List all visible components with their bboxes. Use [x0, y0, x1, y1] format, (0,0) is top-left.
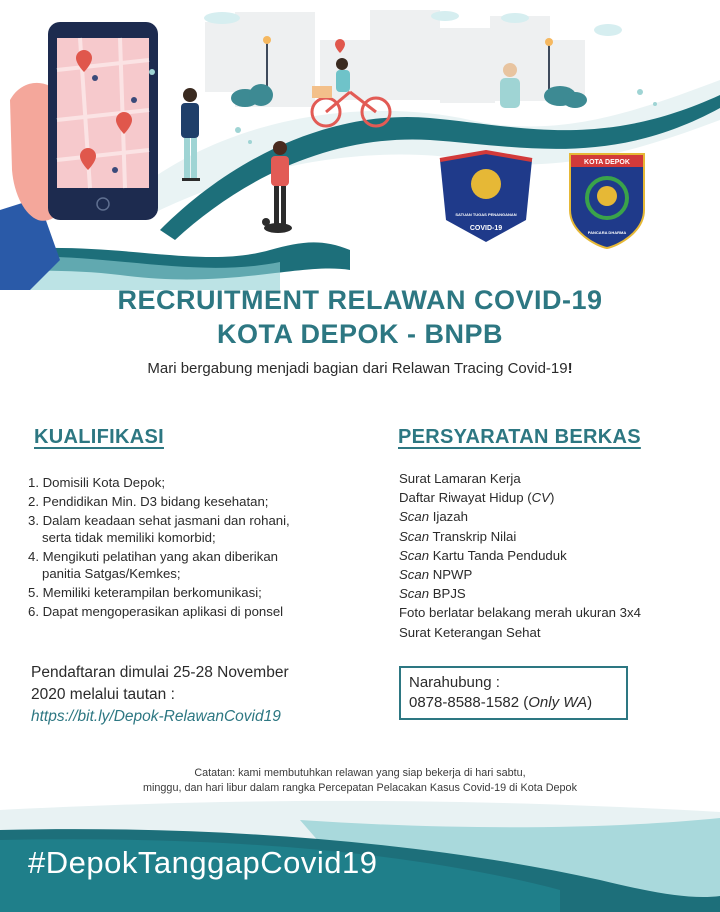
contact-phone: 0878-8588-1582 (	[409, 694, 529, 711]
doc-text: Ijazah	[432, 509, 468, 525]
scan-word: Scan	[399, 567, 430, 583]
contact-close: )	[587, 694, 593, 711]
doc-text: Transkrip Nilai	[432, 528, 517, 544]
list-item: 6. Dapat mengoperasikan aplikasi di ponsel	[28, 604, 284, 619]
scan-word: Scan	[399, 509, 430, 525]
contact-note: Only WA	[528, 694, 588, 711]
footnote	[0, 766, 720, 796]
cv-close: )	[549, 490, 555, 506]
list-item	[399, 584, 709, 603]
registration-link[interactable]: https://bit.ly/Depok-RelawanCovid19	[31, 708, 281, 725]
list-item: 4. Mengikuti pelatihan yang akan diberikan	[28, 549, 278, 564]
contact-box	[399, 666, 628, 720]
scan-word: Scan	[399, 586, 430, 602]
list-item: Foto berlatar belakang merah ukuran 3x4	[399, 605, 641, 621]
kualifikasi-list	[28, 474, 378, 622]
list-item: 1. Domisili Kota Depok;	[28, 475, 166, 490]
doc-text: BPJS	[432, 586, 466, 602]
bnpb-logo	[440, 152, 532, 242]
persyaratan-heading: PERSYARATAN BERKAS	[398, 426, 641, 448]
scan-word: Scan	[399, 528, 430, 544]
contact-phone-line	[409, 693, 618, 713]
registration-info	[31, 662, 361, 728]
registration-line-2: 2020 melalui tautan :	[31, 686, 175, 703]
persyaratan-list	[399, 469, 709, 642]
list-item: panitia Satgas/Kemkes;	[42, 566, 181, 581]
bnpb-small-text: SATUAN TUGAS PENANGANAN	[455, 212, 517, 217]
list-item: Surat Keterangan Sehat	[399, 624, 541, 640]
list-item	[399, 565, 709, 584]
hashtag: #DepokTanggapCovid19	[28, 845, 378, 880]
depok-top-text: KOTA DEPOK	[584, 159, 630, 166]
list-item	[399, 527, 709, 546]
logos	[438, 150, 648, 250]
doc-text: Daftar Riwayat Hidup (	[399, 490, 532, 506]
subtitle	[0, 360, 720, 377]
contact-label: Narahubung :	[409, 674, 500, 691]
list-item	[399, 507, 709, 526]
footnote-line-2: minggu, dan hari libur dalam rangka Percepatan Pelacakan Kasus Covid-19 di Kota Depok	[143, 782, 577, 794]
list-item: 3. Dalam keadaan sehat jasmani dan rohani,	[28, 513, 290, 528]
list-item: Surat Lamaran Kerja	[399, 471, 521, 486]
depok-motto: PANCARA DHARMA	[587, 230, 627, 235]
scan-word: Scan	[399, 547, 430, 563]
list-item: 5. Memiliki keterampilan berkomunikasi;	[28, 585, 262, 600]
list-item: serta tidak memiliki komorbid;	[42, 530, 216, 545]
doc-text: Kartu Tanda Penduduk	[432, 547, 567, 563]
subtitle-text: Mari bergabung menjadi bagian dari Relawan Tracing Covid-19	[147, 360, 568, 377]
list-item: 2. Pendidikan Min. D3 bidang kesehatan;	[28, 494, 269, 509]
depok-logo	[570, 154, 644, 248]
cv-abbr: CV	[531, 490, 550, 506]
subtitle-mark: !	[567, 360, 573, 377]
registration-line-1: Pendaftaran dimulai 25-28 November	[31, 664, 289, 681]
list-item	[399, 546, 709, 565]
list-item	[399, 488, 709, 507]
kualifikasi-heading: KUALIFIKASI	[34, 426, 164, 448]
footnote-line-1: Catatan: kami membutuhkan relawan yang siap bekerja di hari sabtu,	[194, 767, 526, 779]
title-line-2: KOTA DEPOK - BNPB	[216, 319, 503, 349]
title-line-1: RECRUITMENT RELAWAN COVID-19	[117, 285, 603, 315]
doc-text: NPWP	[432, 567, 473, 583]
bnpb-label: COVID-19	[469, 225, 503, 232]
